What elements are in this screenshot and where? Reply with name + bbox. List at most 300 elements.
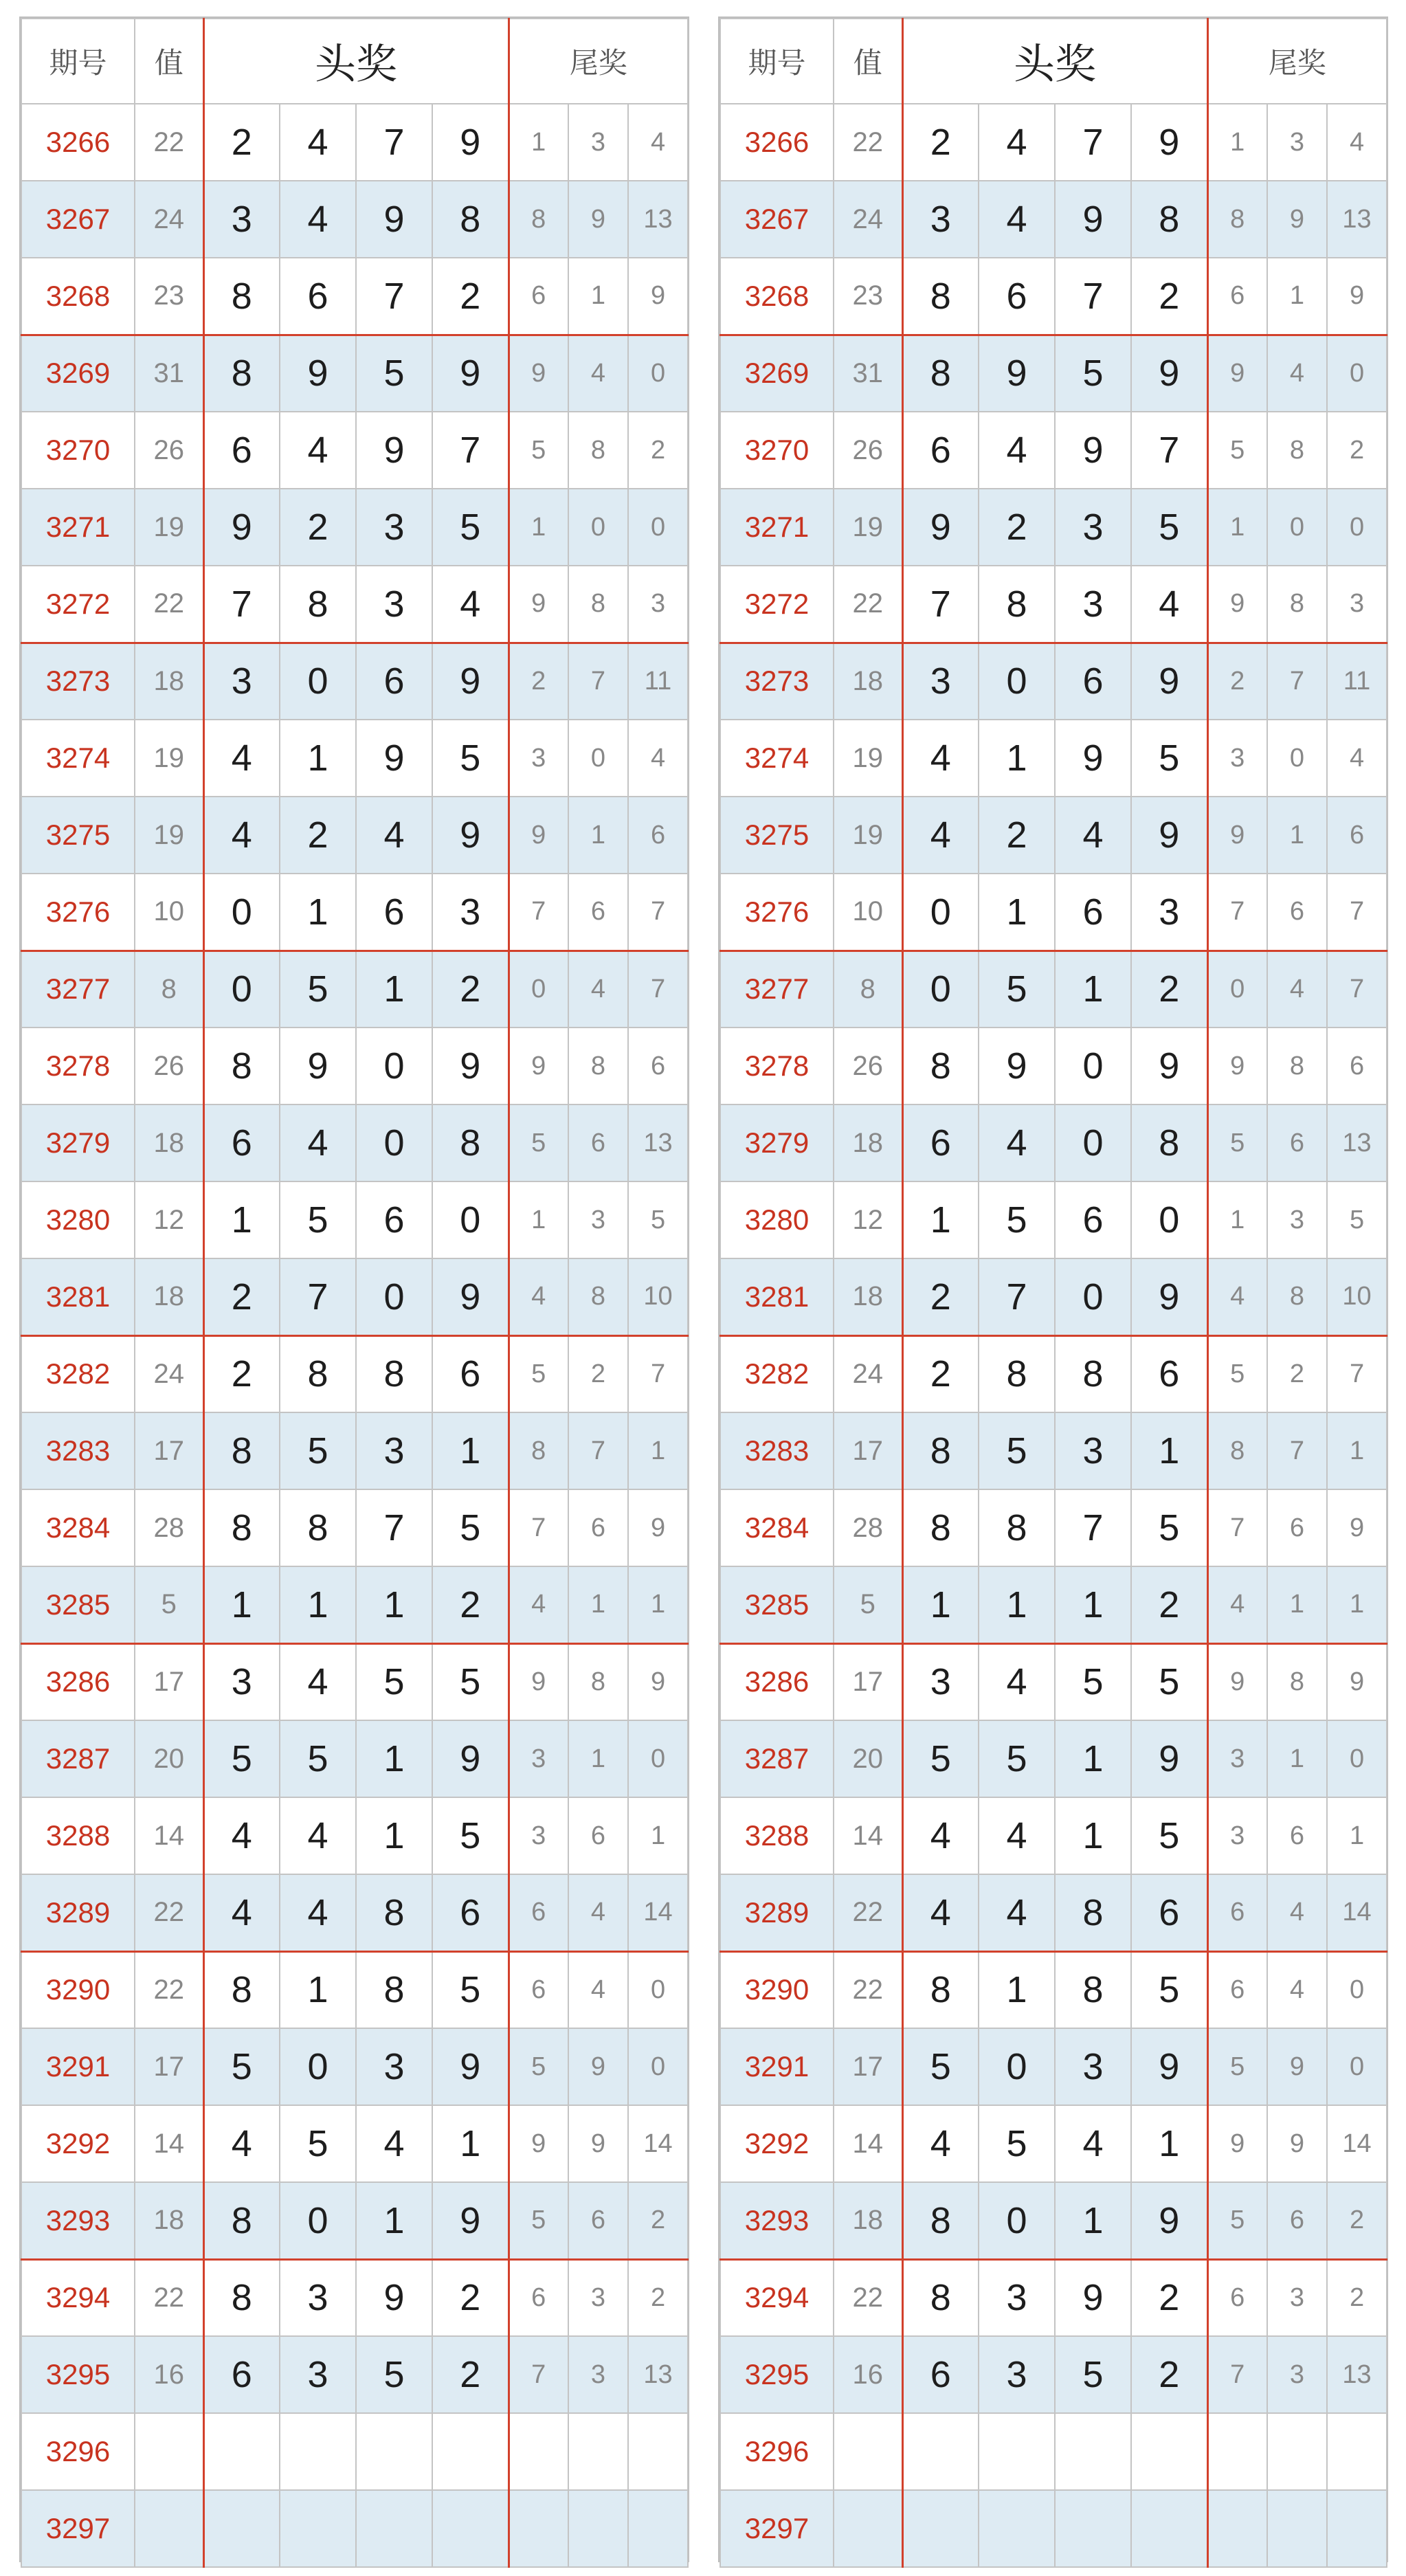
draw-results-table: [719, 18, 1387, 2568]
tail-prize-value-cell: 1: [568, 258, 628, 335]
tail-prize-value-cell: 13: [628, 1104, 688, 1181]
head-prize-digit-cell: 6: [203, 412, 280, 489]
head-prize-digit-cell: 8: [432, 1104, 509, 1181]
header-head-prize: 头奖: [203, 19, 509, 104]
tail-prize-value-cell: 7: [1327, 874, 1387, 951]
tail-prize-value-cell: 9: [509, 2105, 568, 2182]
head-prize-digit-cell: 5: [432, 720, 509, 797]
tail-prize-value-cell: 4: [1267, 335, 1327, 412]
tail-prize-value-cell: 0: [1267, 720, 1327, 797]
head-prize-digit-cell: 4: [203, 1874, 280, 1951]
head-prize-digit-cell: [280, 2490, 356, 2567]
head-prize-digit-cell: 9: [280, 335, 356, 412]
sum-value-cell: 17: [834, 1412, 902, 1489]
tail-prize-value-cell: 1: [509, 104, 568, 181]
head-prize-digit-cell: 5: [1055, 335, 1131, 412]
tail-prize-value-cell: 4: [628, 104, 688, 181]
tail-prize-value-cell: 7: [509, 1489, 568, 1566]
tail-prize-value-cell: [1207, 2413, 1267, 2490]
table-row: [21, 1181, 688, 1258]
head-prize-digit-cell: 1: [1131, 1412, 1207, 1489]
sum-value-cell: 19: [834, 720, 902, 797]
tail-prize-value-cell: 4: [509, 1258, 568, 1335]
tail-prize-value-cell: 6: [509, 258, 568, 335]
head-prize-digit-cell: 4: [979, 104, 1055, 181]
tail-prize-value-cell: 6: [1267, 1489, 1327, 1566]
head-prize-digit-cell: 9: [280, 1028, 356, 1104]
tail-prize-value-cell: 4: [1267, 1951, 1327, 2028]
tail-prize-value-cell: 13: [1327, 181, 1387, 258]
head-prize-digit-cell: 5: [979, 1412, 1055, 1489]
head-prize-digit-cell: 7: [1055, 104, 1131, 181]
tail-prize-value-cell: [1327, 2413, 1387, 2490]
head-prize-digit-cell: 9: [1055, 412, 1131, 489]
head-prize-digit-cell: 8: [902, 2182, 979, 2259]
issue-number-cell: 3294: [720, 2259, 834, 2336]
sum-value-cell: 18: [135, 1258, 203, 1335]
tail-prize-value-cell: 0: [628, 489, 688, 566]
table-row: [21, 797, 688, 874]
sum-value-cell: 23: [834, 258, 902, 335]
head-prize-digit-cell: [1131, 2490, 1207, 2567]
tail-prize-value-cell: 3: [1267, 104, 1327, 181]
tail-prize-value-cell: 6: [1267, 2182, 1327, 2259]
sum-value-cell: 14: [834, 2105, 902, 2182]
header-issue: 期号: [720, 19, 834, 104]
lottery-table-left: [19, 16, 689, 2562]
issue-number-cell: 3297: [21, 2490, 135, 2567]
table-row: [21, 104, 688, 181]
tail-prize-value-cell: 13: [628, 2336, 688, 2413]
table-row: [720, 489, 1387, 566]
head-prize-digit-cell: 9: [203, 489, 280, 566]
tail-prize-value-cell: 4: [1267, 951, 1327, 1028]
tail-prize-value-cell: 0: [1327, 2028, 1387, 2105]
table-row: [21, 1874, 688, 1951]
head-prize-digit-cell: 9: [1131, 1258, 1207, 1335]
head-prize-digit-cell: 3: [280, 2336, 356, 2413]
tail-prize-value-cell: 9: [1327, 1643, 1387, 1720]
head-prize-digit-cell: 5: [902, 1720, 979, 1797]
issue-number-cell: 3290: [21, 1951, 135, 2028]
issue-number-cell: 3292: [21, 2105, 135, 2182]
table-row: [720, 1643, 1387, 1720]
head-prize-digit-cell: 9: [356, 720, 432, 797]
tail-prize-value-cell: 7: [1207, 874, 1267, 951]
table-row: [21, 1489, 688, 1566]
tail-prize-value-cell: [568, 2413, 628, 2490]
table-row: [720, 1951, 1387, 2028]
head-prize-digit-cell: 0: [1055, 1104, 1131, 1181]
tail-prize-value-cell: 3: [1207, 1720, 1267, 1797]
table-row: [720, 1335, 1387, 1412]
head-prize-digit-cell: 5: [280, 951, 356, 1028]
tail-prize-value-cell: 7: [1207, 2336, 1267, 2413]
head-prize-digit-cell: 2: [432, 258, 509, 335]
head-prize-digit-cell: 5: [432, 1797, 509, 1874]
tail-prize-value-cell: 8: [509, 181, 568, 258]
tail-prize-value-cell: 4: [568, 335, 628, 412]
tail-prize-value-cell: 9: [1327, 258, 1387, 335]
issue-number-cell: 3286: [21, 1643, 135, 1720]
head-prize-digit-cell: 5: [1131, 1489, 1207, 1566]
head-prize-digit-cell: 5: [203, 1720, 280, 1797]
table-row: [21, 720, 688, 797]
head-prize-digit-cell: [979, 2413, 1055, 2490]
head-prize-digit-cell: 2: [432, 2259, 509, 2336]
head-prize-digit-cell: 9: [1131, 2182, 1207, 2259]
tail-prize-value-cell: 8: [568, 412, 628, 489]
head-prize-digit-cell: 0: [280, 2028, 356, 2105]
head-prize-digit-cell: 5: [432, 1951, 509, 2028]
tail-prize-value-cell: 4: [1327, 104, 1387, 181]
head-prize-digit-cell: 4: [280, 412, 356, 489]
tail-prize-value-cell: 7: [509, 2336, 568, 2413]
sum-value-cell: 20: [135, 1720, 203, 1797]
head-prize-digit-cell: 1: [1055, 1797, 1131, 1874]
tail-prize-value-cell: 1: [1267, 1720, 1327, 1797]
table-row: [720, 720, 1387, 797]
head-prize-digit-cell: [203, 2413, 280, 2490]
sum-value-cell: 16: [135, 2336, 203, 2413]
table-row: [720, 874, 1387, 951]
head-prize-digit-cell: 0: [1131, 1181, 1207, 1258]
head-prize-digit-cell: 9: [356, 181, 432, 258]
head-prize-digit-cell: 9: [902, 489, 979, 566]
table-row: [720, 1720, 1387, 1797]
head-prize-digit-cell: 0: [979, 2028, 1055, 2105]
tail-prize-value-cell: 3: [628, 566, 688, 643]
sum-value-cell: 26: [834, 412, 902, 489]
tail-prize-value-cell: 7: [628, 874, 688, 951]
issue-number-cell: 3268: [21, 258, 135, 335]
sum-value-cell: 14: [834, 1797, 902, 1874]
tail-prize-value-cell: 8: [568, 1258, 628, 1335]
head-prize-digit-cell: 4: [356, 797, 432, 874]
tail-prize-value-cell: 0: [1327, 335, 1387, 412]
sum-value-cell: 19: [135, 797, 203, 874]
head-prize-digit-cell: 4: [979, 412, 1055, 489]
tail-prize-value-cell: 6: [1207, 1874, 1267, 1951]
header-issue: 期号: [21, 19, 135, 104]
issue-number-cell: 3286: [720, 1643, 834, 1720]
issue-number-cell: 3267: [720, 181, 834, 258]
head-prize-digit-cell: 5: [432, 489, 509, 566]
head-prize-digit-cell: 5: [979, 951, 1055, 1028]
head-prize-digit-cell: [902, 2413, 979, 2490]
issue-number-cell: 3280: [21, 1181, 135, 1258]
head-prize-digit-cell: 4: [1131, 566, 1207, 643]
issue-number-cell: 3287: [720, 1720, 834, 1797]
tail-prize-value-cell: 8: [568, 1643, 628, 1720]
head-prize-digit-cell: 0: [280, 2182, 356, 2259]
head-prize-digit-cell: 0: [356, 1258, 432, 1335]
issue-number-cell: 3271: [720, 489, 834, 566]
head-prize-digit-cell: 0: [203, 951, 280, 1028]
head-prize-digit-cell: 6: [356, 1181, 432, 1258]
tail-prize-value-cell: 9: [509, 1643, 568, 1720]
tail-prize-value-cell: 5: [1327, 1181, 1387, 1258]
tail-prize-value-cell: 1: [1207, 489, 1267, 566]
head-prize-digit-cell: 3: [356, 489, 432, 566]
head-prize-digit-cell: 3: [979, 2259, 1055, 2336]
sum-value-cell: [834, 2490, 902, 2567]
tail-prize-value-cell: 3: [509, 720, 568, 797]
head-prize-digit-cell: 0: [280, 643, 356, 720]
sum-value-cell: 12: [834, 1181, 902, 1258]
issue-number-cell: 3285: [21, 1566, 135, 1643]
sum-value-cell: 18: [135, 2182, 203, 2259]
head-prize-digit-cell: 9: [1055, 720, 1131, 797]
sum-value-cell: 28: [135, 1489, 203, 1566]
sum-value-cell: 14: [135, 1797, 203, 1874]
head-prize-digit-cell: 8: [203, 1951, 280, 2028]
head-prize-digit-cell: 3: [203, 181, 280, 258]
issue-number-cell: 3289: [21, 1874, 135, 1951]
head-prize-digit-cell: 8: [203, 2182, 280, 2259]
sum-value-cell: 17: [135, 1412, 203, 1489]
table-row: [21, 2105, 688, 2182]
sum-value-cell: 22: [834, 1874, 902, 1951]
head-prize-digit-cell: 1: [203, 1566, 280, 1643]
head-prize-digit-cell: [432, 2490, 509, 2567]
tail-prize-value-cell: 1: [509, 1181, 568, 1258]
tail-prize-value-cell: 8: [1267, 1028, 1327, 1104]
head-prize-digit-cell: 1: [356, 1566, 432, 1643]
head-prize-digit-cell: 2: [1131, 1566, 1207, 1643]
tail-prize-value-cell: 2: [628, 412, 688, 489]
issue-number-cell: 3284: [720, 1489, 834, 1566]
head-prize-digit-cell: 6: [203, 1104, 280, 1181]
tail-prize-value-cell: 8: [1207, 181, 1267, 258]
tail-prize-value-cell: 5: [1207, 1335, 1267, 1412]
tail-prize-value-cell: 5: [509, 2182, 568, 2259]
head-prize-digit-cell: 0: [356, 1028, 432, 1104]
tail-prize-value-cell: 1: [1267, 797, 1327, 874]
issue-number-cell: 3279: [21, 1104, 135, 1181]
sum-value-cell: 26: [135, 1028, 203, 1104]
issue-number-cell: 3293: [720, 2182, 834, 2259]
issue-number-cell: 3287: [21, 1720, 135, 1797]
tail-prize-value-cell: 0: [568, 489, 628, 566]
table-row: [21, 335, 688, 412]
tail-prize-value-cell: 5: [1207, 2182, 1267, 2259]
issue-number-cell: 3274: [21, 720, 135, 797]
issue-number-cell: 3277: [720, 951, 834, 1028]
issue-number-cell: 3290: [720, 1951, 834, 2028]
tail-prize-value-cell: 9: [1207, 1643, 1267, 1720]
tail-prize-value-cell: 1: [568, 1566, 628, 1643]
tail-prize-value-cell: 7: [1327, 951, 1387, 1028]
table-row: [720, 566, 1387, 643]
tail-prize-value-cell: 3: [1267, 2259, 1327, 2336]
head-prize-digit-cell: 8: [280, 1335, 356, 1412]
head-prize-digit-cell: 9: [432, 335, 509, 412]
head-prize-digit-cell: 6: [1131, 1874, 1207, 1951]
head-prize-digit-cell: 2: [902, 104, 979, 181]
head-prize-digit-cell: 6: [356, 874, 432, 951]
tail-prize-value-cell: [1327, 2490, 1387, 2567]
tail-prize-value-cell: [1267, 2490, 1327, 2567]
lottery-table-right: [718, 16, 1388, 2562]
head-prize-digit-cell: 4: [979, 1797, 1055, 1874]
sum-value-cell: 19: [135, 720, 203, 797]
head-prize-digit-cell: 3: [902, 1643, 979, 1720]
head-prize-digit-cell: 0: [1055, 1028, 1131, 1104]
sum-value-cell: 12: [135, 1181, 203, 1258]
table-row: [21, 951, 688, 1028]
head-prize-digit-cell: 1: [356, 1797, 432, 1874]
issue-number-cell: 3288: [720, 1797, 834, 1874]
tail-prize-value-cell: 1: [568, 1720, 628, 1797]
head-prize-digit-cell: [1055, 2413, 1131, 2490]
head-prize-digit-cell: [203, 2490, 280, 2567]
tail-prize-value-cell: 7: [568, 643, 628, 720]
head-prize-digit-cell: 8: [203, 258, 280, 335]
head-prize-digit-cell: 5: [1131, 1643, 1207, 1720]
tail-prize-value-cell: 0: [1327, 1720, 1387, 1797]
head-prize-digit-cell: 9: [432, 643, 509, 720]
head-prize-digit-cell: 9: [1131, 643, 1207, 720]
tail-prize-value-cell: 7: [1267, 1412, 1327, 1489]
sum-value-cell: 24: [135, 1335, 203, 1412]
head-prize-digit-cell: 3: [1055, 2028, 1131, 2105]
table-row: [21, 2028, 688, 2105]
sum-value-cell: 19: [135, 489, 203, 566]
head-prize-digit-cell: 2: [203, 104, 280, 181]
head-prize-digit-cell: 3: [1055, 1412, 1131, 1489]
head-prize-digit-cell: 5: [432, 1489, 509, 1566]
tail-prize-value-cell: 0: [628, 335, 688, 412]
head-prize-digit-cell: 5: [979, 1181, 1055, 1258]
issue-number-cell: 3282: [21, 1335, 135, 1412]
head-prize-digit-cell: 9: [1055, 181, 1131, 258]
table-row: [21, 1104, 688, 1181]
table-row: [21, 258, 688, 335]
head-prize-digit-cell: 0: [1055, 1258, 1131, 1335]
head-prize-digit-cell: 7: [1055, 1489, 1131, 1566]
head-prize-digit-cell: 1: [1055, 1720, 1131, 1797]
head-prize-digit-cell: 9: [432, 1028, 509, 1104]
issue-number-cell: 3272: [21, 566, 135, 643]
issue-number-cell: 3283: [720, 1412, 834, 1489]
head-prize-digit-cell: 4: [902, 2105, 979, 2182]
table-row: [21, 2182, 688, 2259]
tail-prize-value-cell: 9: [568, 2105, 628, 2182]
tail-prize-value-cell: 0: [509, 951, 568, 1028]
tail-prize-value-cell: 7: [509, 874, 568, 951]
tail-prize-value-cell: 9: [1267, 2028, 1327, 2105]
head-prize-digit-cell: 4: [902, 1797, 979, 1874]
table-row: [720, 1797, 1387, 1874]
tail-prize-value-cell: 1: [1327, 1797, 1387, 1874]
head-prize-digit-cell: 9: [1131, 335, 1207, 412]
sum-value-cell: 18: [834, 1104, 902, 1181]
tail-prize-value-cell: 9: [628, 1489, 688, 1566]
head-prize-digit-cell: 3: [1131, 874, 1207, 951]
tail-prize-value-cell: 9: [628, 1643, 688, 1720]
head-prize-digit-cell: 4: [979, 1643, 1055, 1720]
head-prize-digit-cell: 5: [356, 335, 432, 412]
table-row: [720, 104, 1387, 181]
head-prize-digit-cell: 6: [356, 643, 432, 720]
tail-prize-value-cell: 3: [1267, 2336, 1327, 2413]
tail-prize-value-cell: [1207, 2490, 1267, 2567]
tail-prize-value-cell: 6: [568, 1104, 628, 1181]
tail-prize-value-cell: 9: [509, 797, 568, 874]
head-prize-digit-cell: 2: [1131, 2336, 1207, 2413]
head-prize-digit-cell: 2: [902, 1258, 979, 1335]
tail-prize-value-cell: 14: [1327, 2105, 1387, 2182]
tail-prize-value-cell: 5: [1207, 2028, 1267, 2105]
head-prize-digit-cell: 8: [979, 566, 1055, 643]
head-prize-digit-cell: 9: [432, 1258, 509, 1335]
tail-prize-value-cell: 1: [1327, 1566, 1387, 1643]
table-row: [720, 2336, 1387, 2413]
head-prize-digit-cell: 3: [356, 1412, 432, 1489]
tail-prize-value-cell: 4: [1207, 1566, 1267, 1643]
tail-prize-value-cell: 6: [568, 874, 628, 951]
table-row: [720, 643, 1387, 720]
head-prize-digit-cell: 6: [902, 2336, 979, 2413]
sum-value-cell: 28: [834, 1489, 902, 1566]
head-prize-digit-cell: 2: [979, 489, 1055, 566]
sum-value-cell: 23: [135, 258, 203, 335]
head-prize-digit-cell: 6: [902, 412, 979, 489]
table-row: [720, 258, 1387, 335]
sum-value-cell: 14: [135, 2105, 203, 2182]
table-row: [21, 1566, 688, 1643]
tail-prize-value-cell: 2: [1327, 412, 1387, 489]
head-prize-digit-cell: 9: [1131, 2028, 1207, 2105]
sum-value-cell: 18: [135, 1104, 203, 1181]
tail-prize-value-cell: 7: [1267, 643, 1327, 720]
table-row: [720, 181, 1387, 258]
issue-number-cell: 3275: [720, 797, 834, 874]
sum-value-cell: 22: [834, 104, 902, 181]
tail-prize-value-cell: 2: [509, 643, 568, 720]
tail-prize-value-cell: 6: [509, 1951, 568, 2028]
head-prize-digit-cell: 1: [979, 720, 1055, 797]
head-prize-digit-cell: 5: [356, 2336, 432, 2413]
tail-prize-value-cell: 5: [509, 2028, 568, 2105]
head-prize-digit-cell: 8: [902, 1951, 979, 2028]
tail-prize-value-cell: 6: [628, 797, 688, 874]
head-prize-digit-cell: 7: [979, 1258, 1055, 1335]
head-prize-digit-cell: 8: [356, 1951, 432, 2028]
sum-value-cell: 22: [135, 1874, 203, 1951]
head-prize-digit-cell: [432, 2413, 509, 2490]
tail-prize-value-cell: 13: [1327, 1104, 1387, 1181]
tail-prize-value-cell: 3: [568, 1181, 628, 1258]
tail-prize-value-cell: 9: [1207, 566, 1267, 643]
tail-prize-value-cell: 5: [509, 412, 568, 489]
sum-value-cell: 22: [135, 1951, 203, 2028]
tail-prize-value-cell: 0: [628, 1951, 688, 2028]
head-prize-digit-cell: 1: [1055, 1566, 1131, 1643]
tail-prize-value-cell: 6: [1267, 874, 1327, 951]
issue-number-cell: 3281: [21, 1258, 135, 1335]
tail-prize-value-cell: 6: [568, 2182, 628, 2259]
head-prize-digit-cell: 8: [280, 566, 356, 643]
head-prize-digit-cell: 5: [1131, 1951, 1207, 2028]
tail-prize-value-cell: 13: [628, 181, 688, 258]
issue-number-cell: 3266: [21, 104, 135, 181]
tail-prize-value-cell: 4: [568, 1874, 628, 1951]
tail-prize-value-cell: 14: [1327, 1874, 1387, 1951]
tail-prize-value-cell: 4: [1207, 1258, 1267, 1335]
sum-value-cell: [135, 2490, 203, 2567]
